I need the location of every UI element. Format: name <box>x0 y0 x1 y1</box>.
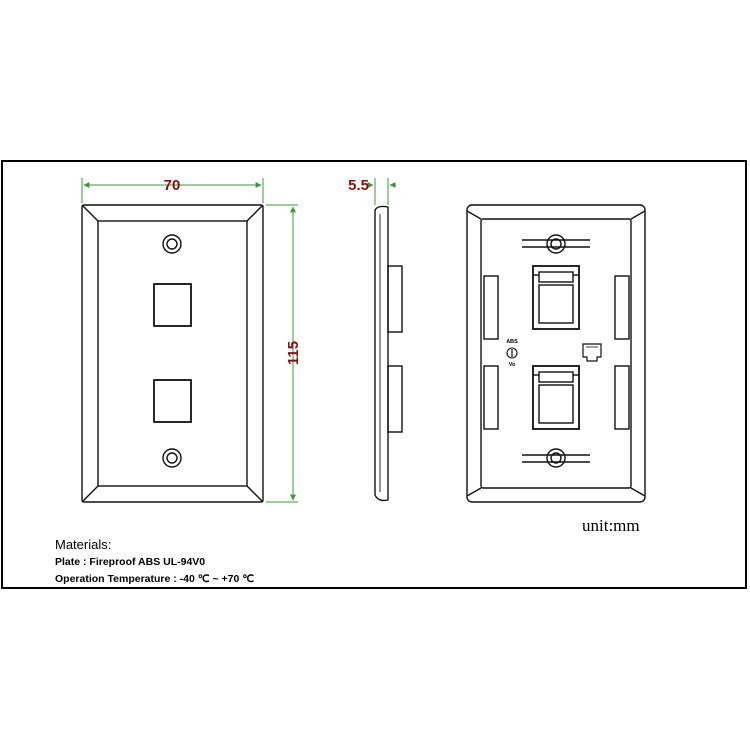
back-keystone-bottom <box>533 366 579 429</box>
front-plate-face <box>98 221 247 486</box>
back-clip-slot <box>615 366 629 429</box>
back-clip-slot <box>484 366 498 429</box>
bevel-line <box>247 205 263 221</box>
screw-hole-bottom <box>163 449 181 467</box>
width-dimension <box>82 177 263 203</box>
keystone-port-bottom <box>154 380 191 422</box>
side-jack-bottom <box>388 366 402 432</box>
back-screw-boss-bottom <box>522 449 590 467</box>
bevel-line <box>82 205 98 221</box>
operation-temperature: Operation Temperature : -40 ℃ ~ +70 ℃ <box>55 573 255 585</box>
height-dimension <box>266 205 302 502</box>
rj-jack-icon <box>583 344 601 361</box>
unit-label: unit:mm <box>582 516 640 535</box>
depth-label: 5.5 <box>348 177 369 194</box>
front-view <box>82 205 263 502</box>
back-clip-slot <box>484 276 498 339</box>
side-plate-profile <box>375 206 388 500</box>
depth-dimension <box>348 177 396 205</box>
side-jack-top <box>388 266 402 332</box>
abs-mark-label: ABS <box>506 339 518 345</box>
back-view <box>467 205 645 502</box>
side-view <box>375 206 402 500</box>
abs-mark-sublabel: Vo <box>508 362 516 368</box>
height-label: 115 <box>285 340 302 366</box>
back-plate-inner <box>481 219 631 488</box>
bevel-line <box>247 486 263 502</box>
screw-hole-top <box>163 235 181 253</box>
keystone-port-top <box>154 284 191 326</box>
abs-recycle-mark <box>507 348 517 358</box>
back-keystone-top <box>533 266 579 329</box>
materials-spec <box>55 536 254 588</box>
materials-heading: Materials: <box>55 537 112 552</box>
bevel-line <box>82 486 98 502</box>
plate-material: Plate : Fireproof ABS UL-94V0 <box>55 556 206 568</box>
back-clip-slot <box>615 276 629 339</box>
back-screw-boss-top <box>522 235 590 253</box>
width-label: 70 <box>163 177 181 194</box>
